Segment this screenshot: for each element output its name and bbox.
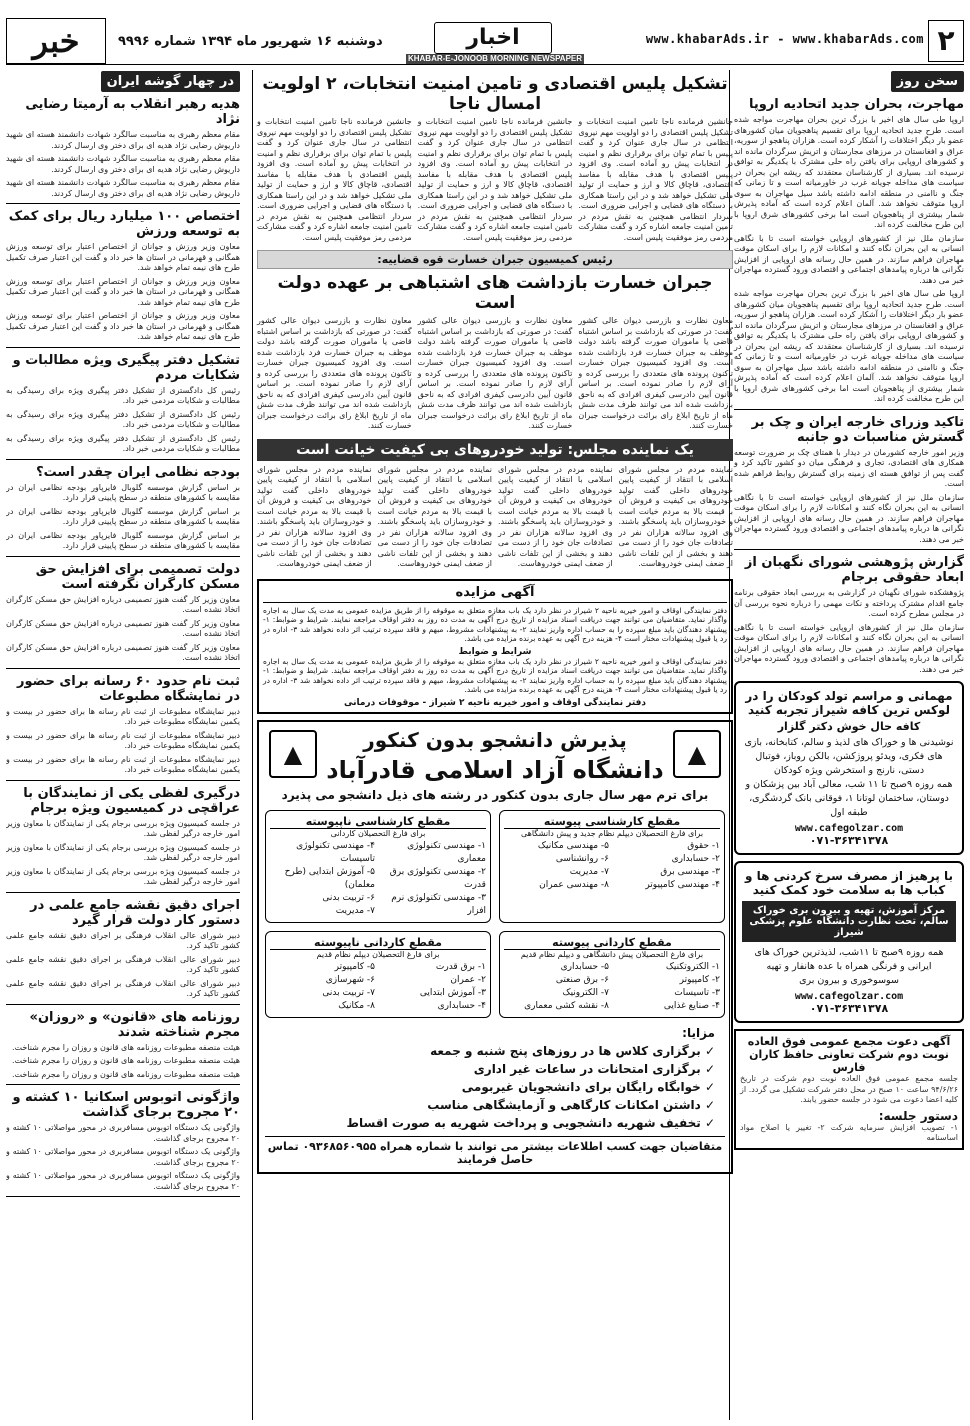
program-list xyxy=(270,961,486,1013)
brief-body: معاون وزیر ورزش و جوانان از اختصاص اعتبار برای توسعه ورزش همگانی و قهرمانی در استان ها خبر داد و گفت این اعتبار صرف تکمیل طرح های نیمه تمام خواهد شد. xyxy=(6,311,240,341)
column-badge: سخن روز xyxy=(891,71,964,92)
editorial-title: مهاجرت، بحران جدید اتحادیه اروپا xyxy=(748,97,964,112)
story-body-col: نماینده مردم در مجلس شورای اسلامی با انتقاد از کیفیت پایین خودروهای داخلی گفت تولید خودروهای بی کیفیت و فروش آن با قیمت بالا به مردم خیانت است و خودروسازان باید پاسخگو باشند. وی افزود سالانه هزاران نفر در تصادفات جان خود را از دست می دهند و بخشی از این تلفات ناشی از ضعف ایمنی خودروهاست. xyxy=(257,464,372,568)
story-body-col: نماینده مردم در مجلس شورای اسلامی با انتقاد از کیفیت پایین خودروهای داخلی گفت تولید خودروهای بی کیفیت و فروش آن با قیمت بالا به مردم خیانت است و خودروسازان باید پاسخگو باشند. وی افزود سالانه هزاران نفر در تصادفات جان خود را از دست می دهند و بخشی از این تلفات ناشی از ضعف ایمنی خودروهاست. xyxy=(498,464,613,568)
kicker-bar: رئیس کمیسیون جبران خسارت قوه قضاییه: xyxy=(257,250,733,269)
university-contact: متقاضیان جهت کسب اطلاعات بیشتر می توانند با شماره همراه ۰۹۳۶۸۵۶۰۹۵۵ تماس حاصل فرمایند xyxy=(265,1136,725,1166)
program-item: ۳- تاسیسات xyxy=(674,987,720,998)
brief-title: بودجه نظامی ایران چقدر است؟ xyxy=(36,464,240,480)
dateline: دوشنبه ۱۶ شهریور ماه ۱۳۹۴ شماره ۹۹۹۶ xyxy=(118,34,383,49)
brief-body: دبیر نمایشگاه مطبوعات از ثبت نام رسانه ها برای حضور در بیست و یکمین نمایشگاه مطبوعات خبر داد. xyxy=(6,730,240,750)
divider xyxy=(6,668,240,669)
divider xyxy=(734,409,964,410)
advantages-list xyxy=(265,1024,725,1132)
divider xyxy=(6,556,240,557)
lead-story xyxy=(257,117,733,246)
brief-body: معاون وزیر کار گفت هنوز تصمیمی درباره افزایش حق مسکن کارگران اتخاذ نشده است. xyxy=(6,642,240,662)
program-list xyxy=(504,840,720,892)
cafe-advertisement xyxy=(734,681,964,855)
advantage-item: ✓ برگزاری کلاس ها در روزهای پنج شنبه و جمعه xyxy=(430,1043,715,1058)
program-item: ۵- کامپیوتر xyxy=(334,961,375,972)
news-brief xyxy=(6,465,240,557)
program-box xyxy=(265,810,491,923)
lead-headline: تشکیل پلیس اقتصادی و تامین امنیت انتخابات، ۲ اولویت امسال ناجا xyxy=(262,74,728,114)
news-brief-list xyxy=(6,97,240,1197)
story-body-col: نماینده مردم در مجلس شورای اسلامی با انتقاد از کیفیت پایین خودروهای داخلی گفت تولید خودروهای بی کیفیت و فروش آن با قیمت بالا به مردم خیانت است و خودروسازان باید پاسخگو باشند. وی افزود سالانه هزاران نفر در تصادفات جان خود را از دست می دهند و بخشی از این تلفات ناشی از ضعف ایمنی خودروهاست. xyxy=(377,464,492,568)
health-ad-body: همه روزه ۹صبح تا ۱۱شب، لذیذترین خوراک های ایرانی و فرنگی همراه با عده هانفار و تهیه سوسوخوری و بیرون بری xyxy=(754,947,944,986)
brief-title: درگیری لفظی یکی از نمایندگان با عراقچی در کمیسیون ویژه برجام xyxy=(23,785,240,816)
program-item: ۷- مدیریت xyxy=(335,905,375,916)
auction-title: آگهی مزایده xyxy=(263,585,727,603)
program-note: برای فارغ التحصیلان پیش دانشگاهی و دیپلم نظام قدیم xyxy=(520,949,704,959)
divider xyxy=(6,780,240,781)
news-brief xyxy=(6,786,240,893)
program-item: ۶- تربیت بدنی xyxy=(322,892,375,903)
brief-body: مقام معظم رهبری به مناسبت سالگرد شهادت دانشمند هسته ای شهید داریوش رضایی نژاد هدیه ای برای دختر وی ارسال کردند. xyxy=(6,130,240,150)
program-item: ۵- آموزش ابتدایی (طرح معلمان) xyxy=(284,866,375,890)
program-item: ۵- مهندسی مکانیک xyxy=(537,840,609,851)
story-body xyxy=(257,316,733,435)
program-grid xyxy=(265,810,725,1018)
brief-body: در جلسه کمیسیون ویژه بررسی برجام یکی از نمایندگان با معاون وزیر امور خارجه درگیر لفظی شد. xyxy=(6,818,240,838)
brief-body: دبیر نمایشگاه مطبوعات از ثبت نام رسانه ها برای حضور در بیست و یکمین نمایشگاه مطبوعات خبر داد. xyxy=(6,754,240,774)
story-body-col: معاون نظارت و بازرسی دیوان عالی کشور گفت: در صورتی که بازداشت بر اساس اشتباه قاضی یا ماموران صورت گرفته باشد دولت موظف به جبران خسارت فرد بازداشت شده است. وی افزود کمیسیون جبران خسارت تاکنون پرونده های متعددی را بررسی کرده و آرای لازم را صادر نموده است. بر اساس قانون آیین دادرسی کیفری افرادی که به ناحق بازداشت شده اند می توانند ظرف مدت شش ماه از تاریخ ابلاغ رای برائت درخواست جبران خسارت کنند. xyxy=(578,316,733,430)
story-body xyxy=(257,465,733,573)
brief-body: واژگونی یک دستگاه اتوبوس مسافربری در محور مواصلاتی ۱۰ کشته و ۲۰ مجروح برجای گذاشت. xyxy=(6,1171,240,1191)
university-advertisement xyxy=(257,720,733,1174)
brief-body: در جلسه کمیسیون ویژه بررسی برجام یکی از نمایندگان با معاون وزیر امور خارجه درگیر لفظی شد. xyxy=(6,866,240,886)
story-headline: جبران خسارت بازداشت های اشتباهی بر عهده دولت است xyxy=(277,273,713,313)
program-title: مقطع کاردانی پیوسته xyxy=(504,936,720,950)
page-number: ۲ xyxy=(928,20,964,62)
program-title: مقطع کاردانی ناپیوسته xyxy=(270,936,486,950)
divider xyxy=(6,1004,240,1005)
program-list xyxy=(504,961,720,1013)
news-brief xyxy=(6,562,240,669)
story-body-col: نماینده مردم در مجلس شورای اسلامی با انتقاد از کیفیت پایین خودروهای داخلی گفت تولید خودروهای بی کیفیت و فروش آن با قیمت بالا به مردم خیانت است و خودروسازان باید پاسخگو باشند. وی افزود سالانه هزاران نفر در تصادفات جان خود را از دست می دهند و بخشی از این تلفات ناشی از ضعف ایمنی خودروهاست. xyxy=(618,464,733,568)
meeting-body: جلسه مجمع عمومی فوق العاده نوبت دوم شرکت در تاریخ ۹۴/۶/۲۶ ساعت ۱۰ صبح در محل دفتر شرکت تشکیل می گردد. از کلیه اعضا دعوت می شود در جلسه حضور یابند. xyxy=(740,1074,958,1104)
left-column xyxy=(6,70,240,1420)
program-item: ۳- مهندسی برق xyxy=(660,866,720,877)
advantages-label: مزایا: xyxy=(682,1025,715,1040)
program-item: ۵- حسابداری xyxy=(560,961,609,972)
advantage-text: تخفیف شهریه دانشجویی و پرداخت شهریه به صورت اقساط xyxy=(346,1115,701,1130)
program-item: ۴- صنایع غذایی xyxy=(663,1000,720,1011)
brief-body: دبیر شورای عالی انقلاب فرهنگی بر اجرای دقیق نقشه جامع علمی کشور تاکید کرد. xyxy=(6,978,240,998)
brief-body: مقام معظم رهبری به مناسبت سالگرد شهادت دانشمند هسته ای شهید داریوش رضایی نژاد هدیه ای برای دختر وی ارسال کردند. xyxy=(6,154,240,174)
brief-body: معاون وزیر ورزش و جوانان از اختصاص اعتبار برای توسعه ورزش همگانی و قهرمانی در استان ها خبر داد و گفت این اعتبار صرف تکمیل طرح های نیمه تمام خواهد شد. xyxy=(6,276,240,307)
story-body: سازمان ملل نیز از کشورهای اروپایی خواسته است تا با نگاهی انسانی به این بحران نگاه کنند و امکانات لازم را برای اسکان موقت مهاجران فراهم سازند. در همین حال رسانه های اروپایی از افزایش نگرانی ها درباره پیامدهای اجتماعی و اقتصادی ورود گسترده مهاجران خبر می دهند. xyxy=(734,622,964,674)
lead-body: جانشین فرمانده ناجا تامین امنیت انتخابات و تشکیل پلیس اقتصادی را دو اولویت مهم نیروی انتظامی در سال جاری عنوان کرد و گفت پلیس با تمام توان برای برقراری نظم و امنیت در انتخابات پیش رو آماده است. وی افزود پلیس اقتصادی با هدف مقابله با مفاسد اقتصادی، قاچاق کالا و ارز و حمایت از تولید ملی تشکیل خواهد شد و در این راستا همکاری با دستگاه های قضایی و اجرایی ضروری است. سردار انتظامی همچنین به نقش مردم در تامین امنیت جامعه اشاره کرد و گفت مشارکت مردمی رمز موفقیت پلیس است. xyxy=(417,117,573,242)
program-item: ۶- شهرسازی xyxy=(325,974,375,985)
brief-body: واژگونی یک دستگاه اتوبوس مسافربری در محور مواصلاتی ۱۰ کشته و ۲۰ مجروح برجای گذاشت. xyxy=(6,1147,240,1167)
brief-body: رئیس کل دادگستری از تشکیل دفتر پیگیری ویژه برای رسیدگی به مطالبات و شکایات مردمی خبر داد. xyxy=(6,385,240,405)
news-brief xyxy=(6,1010,240,1086)
brief-body: در جلسه کمیسیون ویژه بررسی برجام یکی از نمایندگان با معاون وزیر امور خارجه درگیر لفظی شد. xyxy=(6,842,240,862)
advantage-text: برگزاری امتحانات در ساعات غیر اداری xyxy=(473,1061,701,1076)
divider xyxy=(6,1196,240,1197)
masthead xyxy=(6,20,964,65)
divider xyxy=(6,459,240,460)
program-item: ۴- مهندسی کامپیوتر xyxy=(645,879,720,890)
brief-title: تشکیل دفتر پیگیری ویژه مطالبات و شکایات مردم xyxy=(12,352,240,383)
divider xyxy=(734,549,964,550)
column-badge: در چهار گوشه ایران xyxy=(101,71,240,92)
program-box xyxy=(265,931,491,1018)
brief-body: بر اساس گزارش موسسه گلوبال فایرپاور بودجه نظامی ایران در مقایسه با کشورهای منطقه در سطح پایینی قرار دارد. xyxy=(6,530,240,550)
brief-body: معاون وزیر کار گفت هنوز تصمیمی درباره افزایش حق مسکن کارگران اتخاذ نشده است. xyxy=(6,618,240,638)
program-item: ۱- الکتروتکنیک xyxy=(665,961,720,972)
program-item: ۷- الکترونیک xyxy=(562,987,609,998)
divider xyxy=(6,892,240,893)
program-item: ۲- حسابداری xyxy=(671,853,720,864)
program-item: ۸- مکانیک xyxy=(338,1000,375,1011)
program-item: ۲- کامپیوتر xyxy=(679,974,720,985)
program-item: ۲- عمران xyxy=(450,974,486,985)
brief-body: واژگونی یک دستگاه اتوبوس مسافربری در محور مواصلاتی ۱۰ کشته و ۲۰ مجروح برجای گذاشت. xyxy=(6,1123,240,1143)
brief-title: هدیه رهبر انقلاب به آرمیتا رضایی نژاد xyxy=(25,97,240,127)
brief-body: بر اساس گزارش موسسه گلوبال فایرپاور بودجه نظامی ایران در مقایسه با کشورهای منطقه در سطح پایینی قرار دارد. xyxy=(6,506,240,526)
brief-body: بر اساس گزارش موسسه گلوبال فایرپاور بودجه نظامی ایران در مقایسه با کشورهای منطقه در سطح پایینی قرار دارد. xyxy=(6,482,240,502)
cafe-ad-line1: مهمانی و مراسم تولد کودکان را در لوکس ترین کافه شیراز تجربه کنید xyxy=(745,689,953,717)
story-title: گزارش پژوهشی شورای نگهبان از ابعاد حقوقی برجام xyxy=(744,555,964,585)
cafe-ad-phone: ۰۷۱-۳۶۳۴۱۳۷۸ xyxy=(809,834,889,847)
program-list xyxy=(270,840,486,918)
auction-body: دفتر نمایندگی اوقاف و امور خیریه ناحیه ۲ شیراز در نظر دارد یک باب مغازه متعلق به موقوفه را از طریق مزایده عمومی به مدت یک سال به اجاره واگذار نماید. متقاضیان می توانند جهت دریافت اسناد مزایده از تاریخ درج آگهی به مدت ده روز به دفتر اوقاف مراجعه نمایند. شرایط و ضوابط: ۱- پیشنهاد دهندگان باید مبلغ سپرده را به حساب اداره واریز نمایند ۲- به پیشنهادات مشروط، مبهم و فاقد سپرده ترتیب اثر داده نخواهد شد ۳- اداره در رد یا قبول پیشنهادات مختار است ۴- هزینه درج آگهی به عهده برنده مزایده می باشد. xyxy=(263,656,728,694)
divider xyxy=(6,347,240,348)
university-emblem-icon: ▲ xyxy=(673,730,721,778)
news-brief xyxy=(6,209,240,348)
university-subtitle: برای ترم مهر سال جاری بدون کنکور در رشته های ذیل دانشجو می پذیرد xyxy=(281,787,709,802)
program-item: ۱- مهندسی تکنولوژی معماری xyxy=(407,840,486,864)
brief-title: اختصاص ۱۰۰ میلیارد ریال برای کمک به توسعه ورزش xyxy=(8,209,240,239)
story-title: تاکید وزرای خارجه ایران و چک بر گسترش مناسبات دو جانبه xyxy=(751,414,964,445)
program-item: ۱- برق قدرت xyxy=(435,961,486,972)
advantage-text: برگزاری کلاس ها در روزهای پنج شنبه و جمعه xyxy=(430,1043,701,1058)
program-note: برای فارغ التحصیلان دیپلم نظام قدیم xyxy=(316,949,440,959)
brief-body: معاون وزیر کار گفت هنوز تصمیمی درباره افزایش حق مسکن کارگران اتخاذ نشده است. xyxy=(6,594,240,614)
university-ad-title: پذیرش دانشجو بدون کنکور xyxy=(363,727,627,752)
auction-signature: دفتر نمایندگی اوقاف و امور خیریه ناحیه ۲ شیراز - موقوفات درمانی xyxy=(343,697,647,708)
meeting-agenda: ۱- تصویب افزایش سرمایه شرکت ۲- تغییر یا اصلاح مواد اساسنامه xyxy=(740,1122,958,1142)
program-item: ۷- تربیت بدنی xyxy=(322,987,375,998)
health-ad-quote: با پرهیز از مصرف سرخ کردنی ها و کباب ها به سلامت خود کمک کنید xyxy=(744,869,954,897)
news-brief xyxy=(6,353,240,460)
news-brief xyxy=(6,97,240,204)
brief-body: رئیس کل دادگستری از تشکیل دفتر پیگیری ویژه برای رسیدگی به مطالبات و شکایات مردمی خبر داد. xyxy=(6,409,240,429)
lead-body: جانشین فرمانده ناجا تامین امنیت انتخابات و تشکیل پلیس اقتصادی را دو اولویت مهم نیروی انتظامی در سال جاری عنوان کرد و گفت پلیس با تمام توان برای برقراری نظم و امنیت در انتخابات پیش رو آماده است. وی افزود پلیس اقتصادی با هدف مقابله با مفاسد اقتصادی، قاچاق کالا و ارز و حمایت از تولید ملی تشکیل خواهد شد و در این راستا همکاری با دستگاه های قضایی و اجرایی ضروری است. سردار انتظامی همچنین به نقش مردم در تامین امنیت جامعه اشاره کرد و گفت مشارکت مردمی رمز موفقیت پلیس است. xyxy=(578,117,733,242)
divider xyxy=(6,203,240,204)
university-name: دانشگاه آزاد اسلامی قادرآباد xyxy=(326,755,664,784)
story-body: سازمان ملل نیز از کشورهای اروپایی خواسته است تا با نگاهی انسانی به این بحران نگاه کنند و امکانات لازم را برای اسکان موقت مهاجران فراهم سازند. در همین حال رسانه های اروپایی از افزایش نگرانی ها درباره پیامدهای اجتماعی و اقتصادی ورود گسترده مهاجران خبر می دهند. xyxy=(734,492,964,544)
auction-conditions-label: شرایط و ضوابط xyxy=(458,646,532,657)
program-item: ۸- مهندسی عمران xyxy=(539,879,609,890)
program-item: ۶- روانشناسی xyxy=(555,853,609,864)
brief-title: اجرای دقیق نقشه جامع علمی در دستور کار دولت قرار گیرد xyxy=(30,897,240,928)
advantage-text: خوابگاه رایگان برای دانشجویان غیربومی xyxy=(461,1079,701,1094)
english-name: KHABAR-E-JONOOB MORNING NEWSPAPER xyxy=(407,54,583,63)
editorial-body-2: سازمان ملل نیز از کشورهای اروپایی خواسته است تا با نگاهی انسانی به این بحران نگاه کنند و امکانات لازم را برای اسکان موقت مهاجران فراهم سازند. در همین حال رسانه های اروپایی از افزایش نگرانی ها درباره پیامدهای اجتماعی و اقتصادی ورود گسترده مهاجران خبر می دهند. xyxy=(734,233,964,285)
brief-body: هیئت منصفه مطبوعات روزنامه های قانون و روزان را مجرم شناخت. xyxy=(11,1042,240,1052)
brief-title: واژگونی اتوبوس اسکانیا ۱۰ کشته و ۲۰ مجروح برجای گذاشت xyxy=(12,1090,240,1120)
cafe-ad-services: نوشیدنی ها و خوراک های لذیذ و سالم، کتابخانه، بازی های فکری، ویدئو پروژکشن، بالکن روباز، فوتبال دستی، نارنج و استخرشن ویژه کودکان xyxy=(744,737,954,776)
program-box xyxy=(499,810,725,923)
health-ad-bar: مرکز آموزش، تهیه و بیرون بری خوراک سالم، تحت نظارت دانشگاه علوم پزشکی شیراز xyxy=(742,901,956,942)
meeting-title: آگهی دعوت مجمع عمومی فوق العاده نوبت دوم شرکت تعاونی حافظ کاران فارس xyxy=(747,1035,951,1074)
right-column xyxy=(729,70,964,1420)
site-url[interactable]: www.khabarAds.ir - www.khabarAds.com xyxy=(645,32,924,46)
story-body-col: معاون نظارت و بازرسی دیوان عالی کشور گفت: در صورتی که بازداشت بر اساس اشتباه قاضی یا ماموران صورت گرفته باشد دولت موظف به جبران خسارت فرد بازداشت شده است. وی افزود کمیسیون جبران خسارت تاکنون پرونده های متعددی را بررسی کرده و آرای لازم را صادر نموده است. بر اساس قانون آیین دادرسی کیفری افرادی که به ناحق بازداشت شده اند می توانند ظرف مدت شش ماه از تاریخ ابلاغ رای برائت درخواست جبران خسارت کنند. xyxy=(256,316,412,430)
brief-title: ثبت نام حدود ۶۰ رسانه برای حضور در نمایشگاه مطبوعات xyxy=(17,673,240,704)
brief-body: مقام معظم رهبری به مناسبت سالگرد شهادت دانشمند هسته ای شهید داریوش رضایی نژاد هدیه ای برای دختر وی ارسال کردند. xyxy=(6,178,240,198)
story-body-col: معاون نظارت و بازرسی دیوان عالی کشور گفت: در صورتی که بازداشت بر اساس اشتباه قاضی یا ماموران صورت گرفته باشد دولت موظف به جبران خسارت فرد بازداشت شده است. وی افزود کمیسیون جبران خسارت تاکنون پرونده های متعددی را بررسی کرده و آرای لازم را صادر نموده است. بر اساس قانون آیین دادرسی کیفری افرادی که به ناحق بازداشت شده اند می توانند ظرف مدت شش ماه از تاریخ ابلاغ رای برائت درخواست جبران خسارت کنند. xyxy=(417,316,573,430)
brief-body: دبیر شورای عالی انقلاب فرهنگی بر اجرای دقیق نقشه جامع علمی کشور تاکید کرد. xyxy=(6,930,240,950)
cafe-ad-address: همه روزه ۹صبح تا ۱۱ شب، معالی آباد بین پزشکان و دوستان، ساختمان لوتانا ۱، فوقانی بانک گردشگری، طبقه اول xyxy=(745,779,953,818)
advantage-item: ✓ برگزاری امتحانات در ساعات غیر اداری xyxy=(473,1061,715,1076)
program-item: ۳- آموزش ابتدایی xyxy=(419,987,486,998)
university-emblem-icon: ▲ xyxy=(269,730,317,778)
brief-title: روزنامه های «قانون» و «روزان» مجرم شناخته شدند xyxy=(29,1009,240,1040)
health-advertisement xyxy=(734,861,964,1023)
advantage-item: ✓ تخفیف شهریه دانشجویی و پرداخت شهریه به صورت اقساط xyxy=(346,1115,715,1130)
program-item: ۸- نقشه کشی معماری xyxy=(524,1000,609,1011)
program-item: ۶- برق صنعتی xyxy=(555,974,609,985)
advantages-items xyxy=(265,1042,715,1132)
advantage-item: ✓ خوابگاه رایگان برای دانشجویان غیربومی xyxy=(461,1079,715,1094)
brief-body: رئیس کل دادگستری از تشکیل دفتر پیگیری ویژه برای رسیدگی به مطالبات و شکایات مردمی خبر داد. xyxy=(6,433,240,453)
divider xyxy=(6,1084,240,1085)
cafe-ad-url[interactable]: www.cafegolzar.com xyxy=(794,823,904,834)
program-item: ۷- مدیریت xyxy=(569,866,609,877)
news-brief xyxy=(6,898,240,1005)
brief-title: دولت تصمیمی برای افزایش حق مسکن کارگران نگرفته است xyxy=(35,561,240,592)
brief-body: هیئت منصفه مطبوعات روزنامه های قانون و روزان را مجرم شناخت. xyxy=(11,1056,240,1065)
brief-body: معاون وزیر ورزش و جوانان از اختصاص اعتبار برای توسعه ورزش همگانی و قهرمانی در استان ها خبر داد و گفت این اعتبار صرف تکمیل طرح های نیمه تمام خواهد شد. xyxy=(6,242,240,272)
advantage-text: داشتن امکانات کارگاهی و آزمایشگاهی مناسب xyxy=(427,1097,701,1112)
brief-body: هیئت منصفه مطبوعات روزنامه های قانون و روزان را مجرم شناخت. xyxy=(11,1069,240,1079)
program-note: برای فارغ التحصیلان کاردانی xyxy=(330,828,426,838)
dark-headline-bar: یک نماینده مجلس: تولید خودروهای بی کیفیت خیانت است xyxy=(257,439,733,461)
cafe-ad-name: کافه حال خوش دکتر گلزار xyxy=(777,720,921,733)
news-brief xyxy=(6,1090,240,1197)
section-title: اخبار xyxy=(434,22,552,54)
program-item: ۴- حسابداری xyxy=(437,1000,486,1011)
story-body: پژوهشکده شورای نگهبان در گزارشی به بررسی ابعاد حقوقی برنامه جامع اقدام مشترک پرداخته و نکات مهمی را درباره نحوه بررسی آن در مجلس مطرح کرده است. xyxy=(734,588,964,618)
program-box xyxy=(499,931,725,1018)
brief-body: دبیر نمایشگاه مطبوعات از ثبت نام رسانه ها برای حضور در بیست و یکمین نمایشگاه مطبوعات خبر داد. xyxy=(6,706,240,726)
program-item: ۲- مهندسی تکنولوژی برق قدرت xyxy=(389,866,486,890)
meeting-agenda-label: دستور جلسه: xyxy=(878,1108,958,1123)
program-item: ۴- مهندسی تکنولوژی تاسیسات xyxy=(296,840,375,864)
news-brief xyxy=(6,674,240,781)
editorial-body-3: اروپا طی سال های اخیر با بزرگ ترین بحران مهاجرت مواجه شده است. طرح جدید اتحادیه اروپا برای تقسیم پناهجویان میان کشورهای عضو بار دیگر اختلافات را آشکار کرده است. هزاران پناهجو از سوریه، عراق و افغانستان در مرزهای مجارستان و اتریش سرگردان مانده اند و کشورهای اروپایی برای یافتن راه حلی مشترک با یکدیگر به توافق نرسیده اند. بسیاری از کارشناسان معتقدند که ریشه این بحران در سیاست های مداخله جویانه غرب در خاورمیانه است و تا زمانی که جنگ و ناامنی در منطقه ادامه داشته باشد سیل مهاجران به سوی اروپا متوقف نخواهد شد. آلمان اعلام کرده است که آماده پذیرش شمار بیشتری از پناهجویان است اما برخی کشورهای شرق اروپا با این طرح مخالفت کرده اند. xyxy=(734,289,964,403)
story-body: وزیر امور خارجه کشورمان در دیدار با همتای چک بر ضرورت توسعه همکاری های اقتصادی، تجاری و فرهنگی میان دو کشور تاکید کرد و گفت پس از توافق هسته ای زمینه برای گسترش روابط فراهم شده است. xyxy=(734,447,964,488)
auction-notice xyxy=(257,579,733,714)
advantage-item: ✓ داشتن امکانات کارگاهی و آزمایشگاهی مناسب xyxy=(427,1097,715,1112)
program-title: مقطع کارشناسی پیوسته xyxy=(504,815,720,829)
brief-body: دبیر شورای عالی انقلاب فرهنگی بر اجرای دقیق نقشه جامع علمی کشور تاکید کرد. xyxy=(6,954,240,974)
health-ad-phone: ۰۷۱-۳۶۳۴۱۳۷۸ xyxy=(809,1002,889,1015)
logo: خبر xyxy=(6,18,106,64)
program-item: ۱- حقوق xyxy=(687,840,720,851)
health-ad-url[interactable]: www.cafegolzar.com xyxy=(794,991,904,1002)
middle-column xyxy=(252,70,733,1420)
meeting-notice xyxy=(734,1029,964,1150)
auction-body: دفتر نمایندگی اوقاف و امور خیریه ناحیه ۲ شیراز در نظر دارد یک باب مغازه متعلق به موقوفه را از طریق مزایده عمومی به مدت یک سال به اجاره واگذار نماید. متقاضیان می توانند جهت دریافت اسناد مزایده از تاریخ درج آگهی به مدت ده روز به دفتر اوقاف مراجعه نمایند. شرایط و ضوابط: ۱- پیشنهاد دهندگان باید مبلغ سپرده را به حساب اداره واریز نمایند ۲- به پیشنهادات مشروط، مبهم و فاقد سپرده ترتیب اثر داده نخواهد شد ۳- اداره در رد یا قبول پیشنهادات مختار است ۴- هزینه درج آگهی به عهده برنده مزایده می باشد. xyxy=(263,605,728,643)
lead-body: جانشین فرمانده ناجا تامین امنیت انتخابات و تشکیل پلیس اقتصادی را دو اولویت مهم نیروی انتظامی در سال جاری عنوان کرد و گفت پلیس با تمام توان برای برقراری نظم و امنیت در انتخابات پیش رو آماده است. وی افزود پلیس اقتصادی با هدف مقابله با مفاسد اقتصادی، قاچاق کالا و ارز و حمایت از تولید ملی تشکیل خواهد شد و در این راستا همکاری با دستگاه های قضایی و اجرایی ضروری است. سردار انتظامی همچنین به نقش مردم در تامین امنیت جامعه اشاره کرد و گفت مشارکت مردمی رمز موفقیت پلیس است. xyxy=(256,117,412,242)
program-note: برای فارغ التحصیلان دیپلم نظام جدید و پیش دانشگاهی xyxy=(520,828,704,838)
editorial-body: اروپا طی سال های اخیر با بزرگ ترین بحران مهاجرت مواجه شده است. طرح جدید اتحادیه اروپا برای تقسیم پناهجویان میان کشورهای عضو بار دیگر اختلافات را آشکار کرده است. هزاران پناهجو از سوریه، عراق و افغانستان در مرزهای مجارستان و اتریش سرگردان مانده اند و کشورهای اروپایی برای یافتن راه حلی مشترک با یکدیگر به توافق نرسیده اند. بسیاری از کارشناسان معتقدند که ریشه این بحران در سیاست های مداخله جویانه غرب در خاورمیانه است و تا زمانی که جنگ و ناامنی در منطقه ادامه داشته باشد سیل مهاجران به سوی اروپا متوقف نخواهد شد. آلمان اعلام کرده است که آماده پذیرش شمار بیشتری از پناهجویان است اما برخی کشورهای شرق اروپا با این طرح مخالفت کرده اند. xyxy=(734,115,964,229)
program-title: مقطع کارشناسی ناپیوسته xyxy=(270,815,486,829)
program-item: ۳- مهندسی تکنولوژی نرم افزار xyxy=(391,892,486,916)
